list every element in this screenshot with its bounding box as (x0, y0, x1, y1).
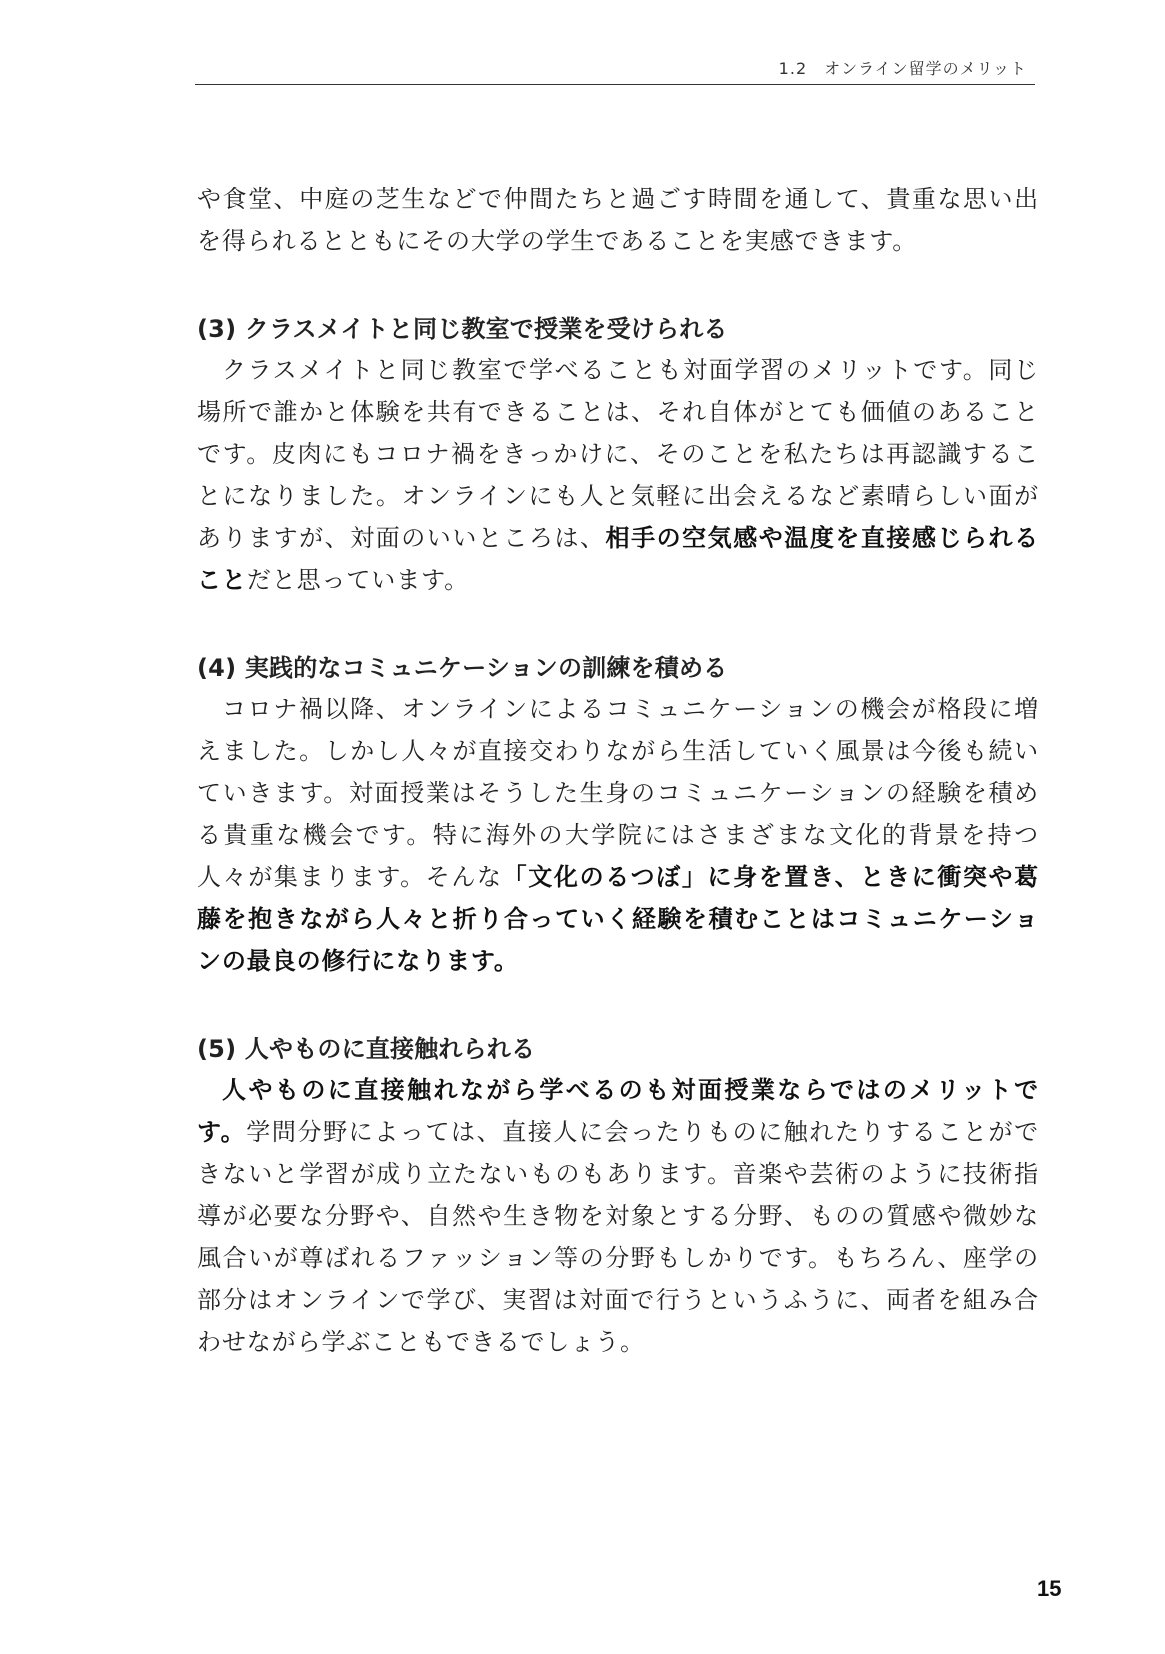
section3-emphasis: 相手の空気感や温度を直接感じられること (197, 524, 1039, 594)
section5-paragraph (197, 1069, 1039, 1363)
page-header (195, 54, 1035, 85)
intro-text: や食堂、中庭の芝生などで仲間たちと過ごす時間を通して、貴重な思い出を得られるとともにその大学の学生であることを実感できます。 (197, 185, 1039, 255)
running-head: 1.2 オンライン留学のメリット (778, 59, 1027, 78)
page-number: 15 (1037, 1576, 1062, 1601)
intro-paragraph (197, 178, 1039, 262)
section5-emphasis: 人やものに直接触れながら学べるのも対面授業ならではのメリットです。 (197, 1076, 1039, 1146)
section4-heading: (4) 実践的なコミュニケーションの訓練を積める (197, 654, 728, 682)
section5-heading: (5) 人やものに直接触れられる (197, 1035, 536, 1063)
section3-heading: (3) クラスメイトと同じ教室で授業を受けられる (197, 315, 728, 343)
page-body (197, 178, 1039, 1363)
section5-text-a: 学問分野によっては、直接人に会ったりものに触れたりすることができないと学習が成り立たないものもあります。音楽や芸術のように技術指導が必要な分野や、自然や生き物を対象とする分野、ものの質感や微妙な風合いが尊ばれるファッション等の分野もしかりです。もちろん、座学の部分はオンラインで学び、実習は対面で行うというふうに、両者を組み合わせながら学ぶこともできるでしょう。 (197, 1118, 1039, 1356)
section3-text-a: クラスメイトと同じ教室で学べることも対面学習のメリットです。同じ場所で誰かと体験を共有できることは、それ自体がとても価値のあることです。皮肉にもコロナ禍をきっかけに、そのことを私たちは再認識することになりました。オンラインにも人と気軽に出会えるなど素晴らしい面がありますが、対面のいいところは、 (197, 356, 1039, 552)
section4-paragraph (197, 688, 1039, 982)
section3-text-b: だと思っています。 (246, 566, 469, 594)
section3-paragraph (197, 349, 1039, 601)
section4-emphasis: 「文化のるつぼ」に身を置き、ときに衝突や葛藤を抱きながら人々と折り合っていく経験を積むことはコミュニケーションの最良の修行になります。 (197, 863, 1039, 975)
section4-text-a: コロナ禍以降、オンラインによるコミュニケーションの機会が格段に増えました。しかし人々が直接交わりながら生活していく風景は今後も続いていきます。対面授業はそうした生身のコミュニケーションの経験を積める貴重な機会です。特に海外の大学院にはさまざまな文化的背景を持つ人々が集まります。そんな (197, 695, 1039, 891)
